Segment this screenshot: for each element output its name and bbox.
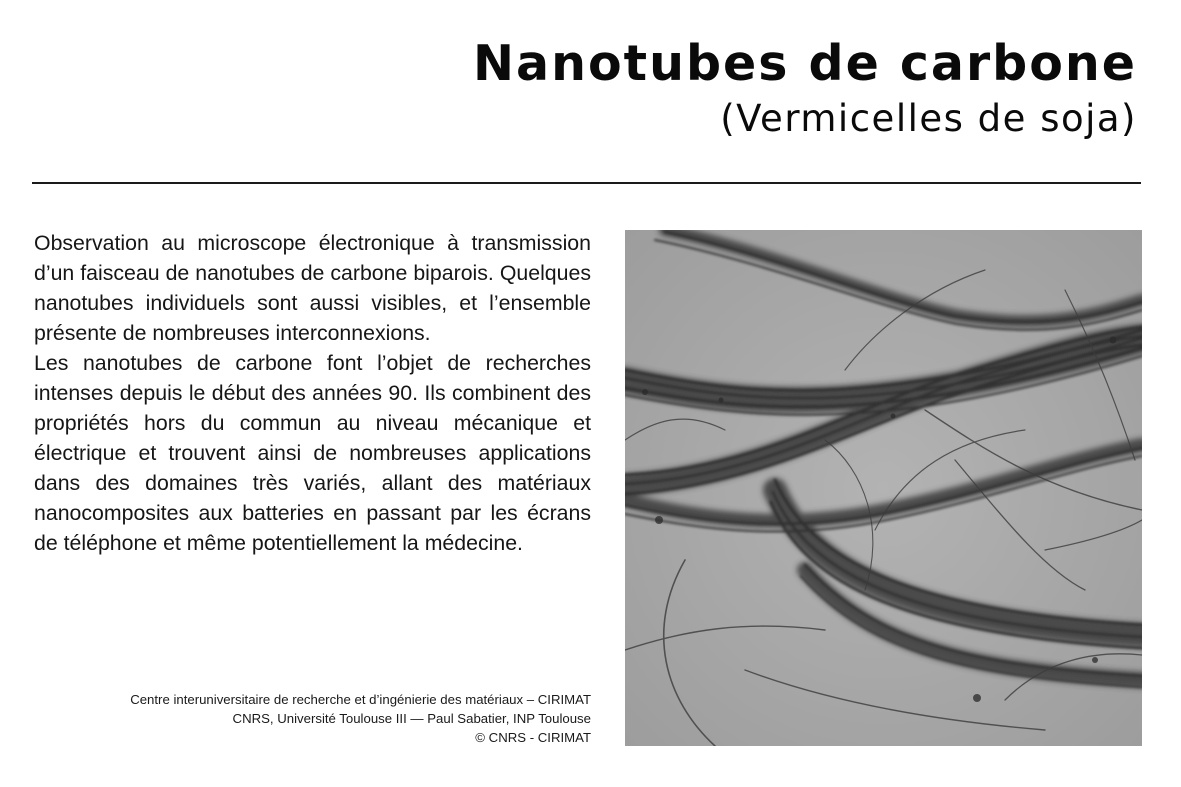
header-divider bbox=[32, 182, 1141, 184]
nanotube-micrograph-drawing bbox=[625, 230, 1142, 746]
credits-line-1: Centre interuniversitaire de recherche et d’ingénierie des matériaux – CIRIMAT bbox=[130, 692, 591, 707]
description-text bbox=[34, 228, 591, 558]
credits-block bbox=[130, 690, 591, 747]
page-title: Nanotubes de carbone bbox=[473, 35, 1137, 92]
credits-line-2: CNRS, Université Toulouse III — Paul Sabatier, INP Toulouse bbox=[232, 711, 591, 726]
nanotube-micrograph-image bbox=[625, 230, 1142, 746]
description-paragraph-1: Observation au microscope électronique à transmission d’un faisceau de nanotubes de carbone biparois. Quelques nanotubes individuels sont aussi visibles, et l’ensemble présente de nombreuses interconnexions. bbox=[34, 231, 591, 345]
page-subtitle: (Vermicelles de soja) bbox=[720, 97, 1137, 140]
description-paragraph-2: Les nanotubes de carbone font l’objet de recherches intenses depuis le début des années 90. Ils combinent des propriétés hors du commun au niveau mécanique et électrique et trouvent ainsi de nombreuses applications dans des domaines très variés, allant des matériaux nanocomposites aux batteries en passant par les écrans de téléphone et même potentiellement la médecine. bbox=[34, 351, 591, 555]
credits-line-3: © CNRS - CIRIMAT bbox=[475, 730, 591, 745]
